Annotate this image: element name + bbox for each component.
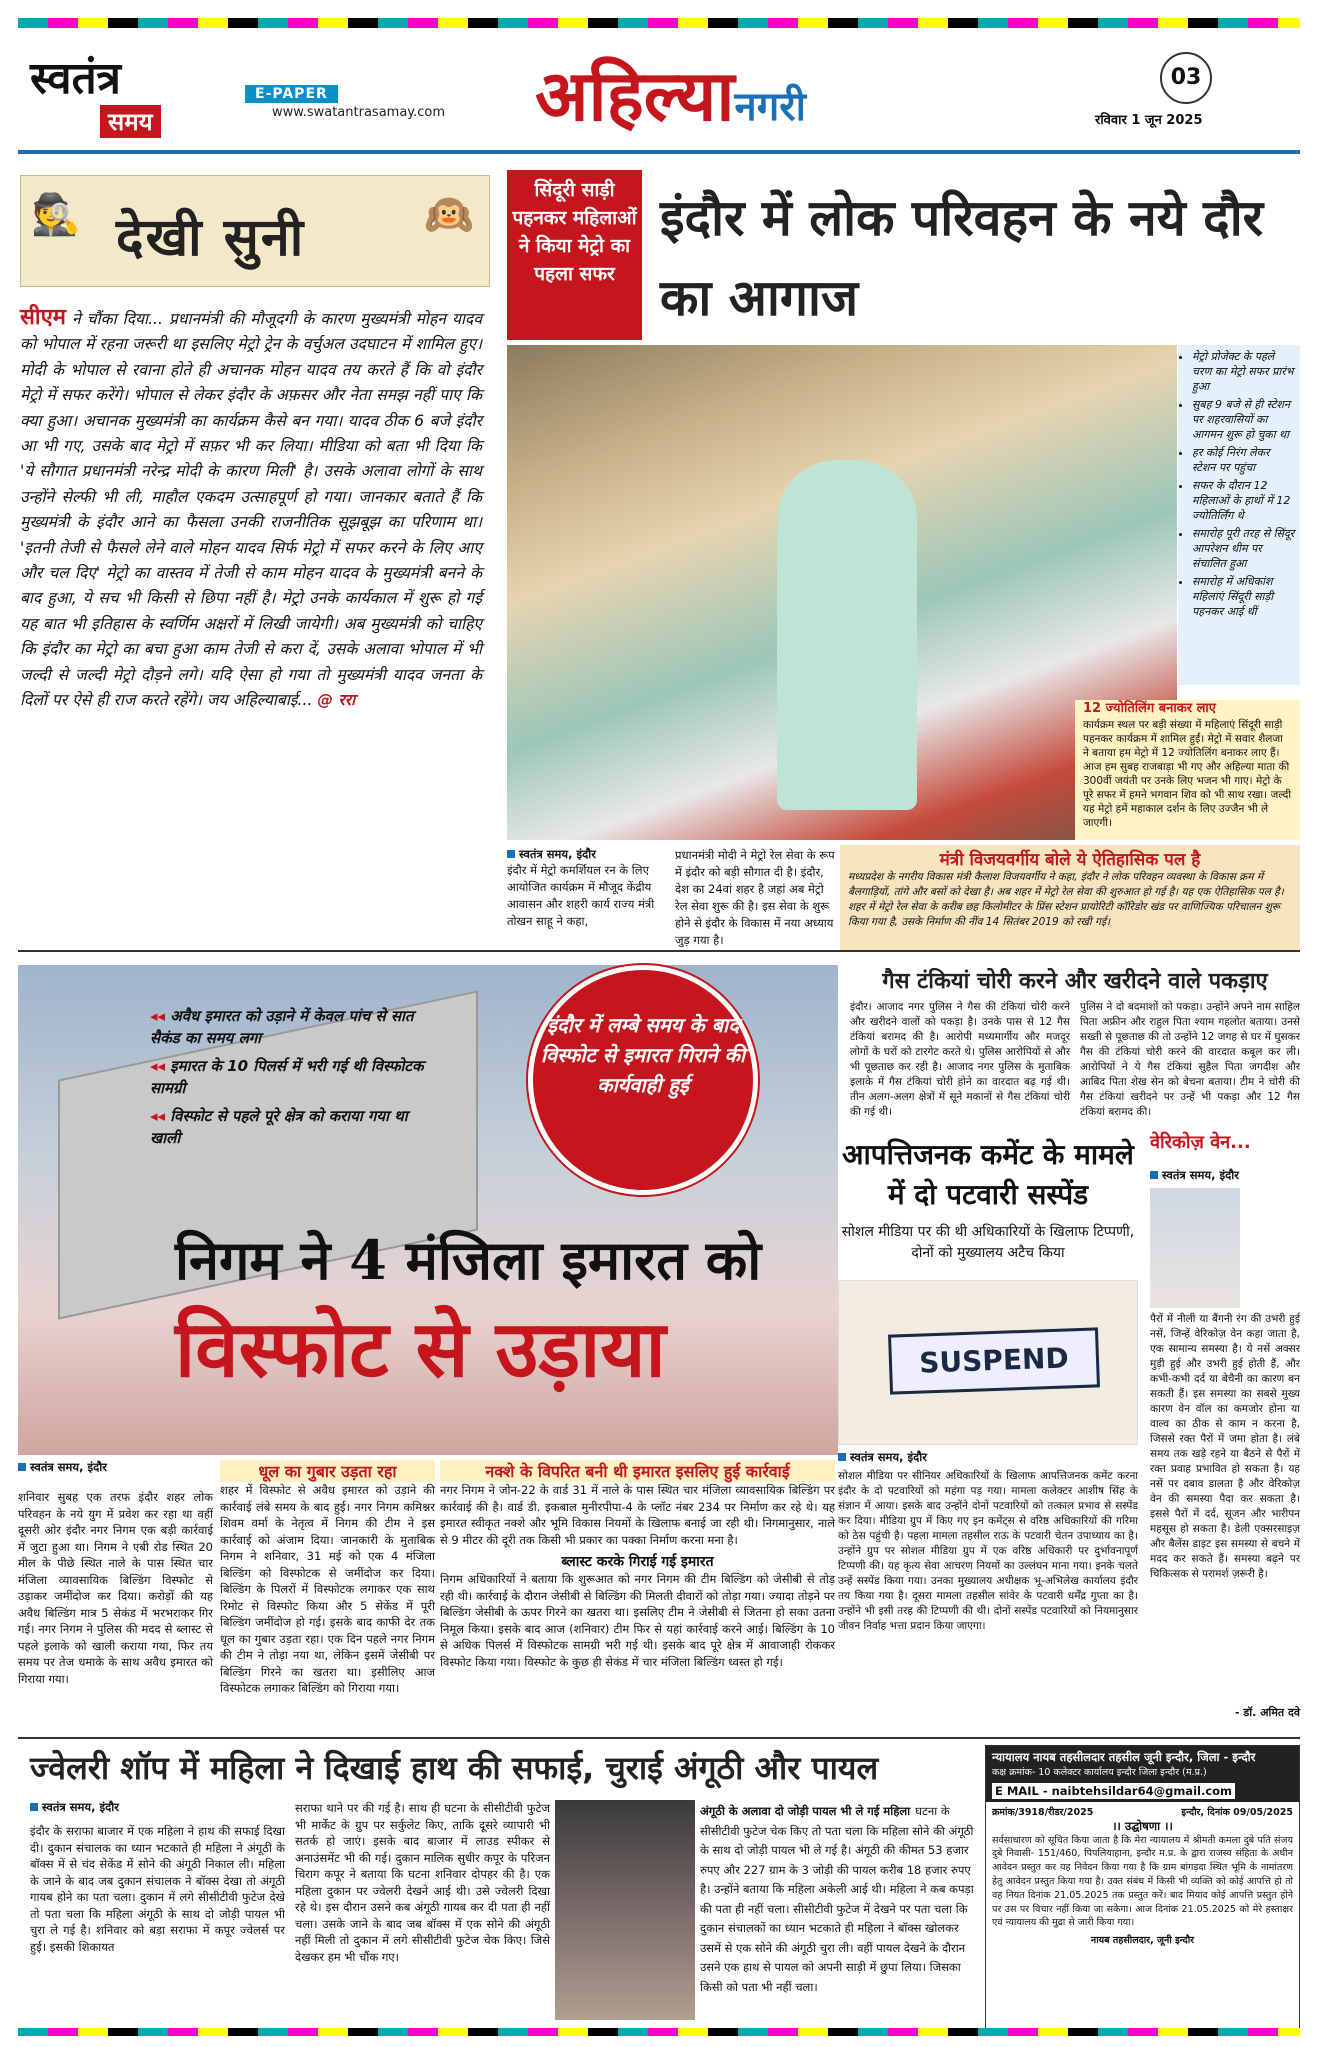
- dateline: रविवार 1 जून 2025: [1095, 113, 1203, 128]
- metro-col1-text: इंदौर में मेट्रो कमर्शियल रन के लिए आयोजित कार्यक्रम में मौजूद केंद्रीय आवासन और शहरी कार्य राज्य मंत्री तोखन साहू ने कहा,: [507, 863, 655, 928]
- metro-headline: इंदौर में लोक परिवहन के नये दौर का आगाज: [660, 188, 1264, 327]
- demolition-headline-2: विस्फोट से उड़ाया: [175, 1304, 666, 1395]
- court-title: ।। उद्घोषणा ।।: [1112, 1818, 1173, 1833]
- metro-bullet: • सुबह 9 बजे से ही स्टेशन पर शहरवासियों का आगमन शुरू हो चुका था: [1192, 397, 1296, 442]
- gas-headline: गैस टंकियां चोरी करने और खरीदने वाले पकड़ाए: [882, 969, 1268, 994]
- suspend-tag: SUSPEND: [888, 1327, 1100, 1394]
- metro-col1: [507, 847, 667, 930]
- color-strip-top: [18, 18, 1300, 28]
- court-notice: [985, 1745, 1300, 2035]
- court-header: [986, 1746, 1299, 1802]
- mantri-head: मंत्री विजयवर्गीय बोले ये ऐतिहासिक पल है: [939, 850, 1201, 870]
- cartoon-face-icon: 🙉: [424, 192, 474, 238]
- metro-bullet: • मेट्रो प्रोजेक्ट के पहले चरण का मेट्रो सफर प्रारंभ हुआ: [1192, 349, 1296, 394]
- color-strip-bottom: [18, 2028, 1300, 2036]
- demolition-headline-1: निगम ने 4 मंजिला इमारत को: [175, 1228, 762, 1292]
- website-link[interactable]: www.swatantrasamay.com: [272, 105, 446, 120]
- metro-bullets: [1178, 345, 1300, 685]
- title-main: अहिल्या: [535, 54, 735, 137]
- demolition-col3-text: नगर निगम ने जोन-22 के वार्ड 31 में नाले के पास स्थित चार मंजिला व्यावसायिक बिल्डिंग पर कार्रवाई की है। वार्ड डी. इकबाल मुनीरपीपा-4 के प्लॉट नंबर 234 पर निर्माण कर रहे थे। यह इमारत स्वीकृत नक्शे और भूमि विकास नियमों के खिलाफ बनाई जा रही थी। निगमानुसार, नाले से 9 मीटर की दूरी तक किसी भी प्रकार का पक्का निर्माण करना मना है।: [440, 1483, 835, 1547]
- section-divider: [18, 1737, 1300, 1739]
- column-lead: सीएम: [20, 305, 66, 330]
- jyotirling-body: कार्यक्रम स्थल पर बड़ी संख्या में महिलाएं सिंदूरी साड़ी पहनकर कार्यक्रम में शामिल हुईं। मेट्रो में सवार शैलजा ने बताया हम मेट्रो में 12 ज्योतिलिंग बनाकर लाए हैं। आज हम सुबह राजबाड़ा भी गए और अहिल्या माता की 300वीं जयंती पर उनके लिए भजन भी गाए। मेट्रो के पूरे सफर में हमने भगवान शिव को भी साथ रखा। जल्दी यह मेट्रो हमें महाकाल दर्शन के लिए उज्जैन भी ले जाएगी।: [1083, 719, 1292, 829]
- demolition-byline: [18, 1460, 213, 1475]
- demolition-col1: [18, 1460, 213, 1687]
- demolition-col2: [220, 1460, 435, 1697]
- jewelry-headline: ज्वेलरी शॉप में महिला ने दिखाई हाथ की सफाई, चुराई अंगूठी और पायल: [30, 1749, 879, 1787]
- court-signer: नायब तहसीलदार, जूनी इन्दौर: [1090, 1935, 1195, 1947]
- demolition-bullet: ◂◂ अवैध इमारत को उड़ाने में केवल पांच से सात सैकंड का समय लगा: [150, 1005, 440, 1049]
- patwari-byline: [838, 1450, 1138, 1465]
- doctor-photo: [1150, 1188, 1240, 1308]
- page-number: 03: [1160, 52, 1212, 104]
- metro-bullet: • समारोह में अधिकांश महिलाएं सिंदूरी साड़ी पहनकर आई थीं: [1192, 574, 1296, 619]
- vein-body: पैरों में नीली या बैंगनी रंग की उभरी हुई नसें, जिन्हें वेरिकोज़ वेन कहा जाता है, एक सामान्य समस्या है। ये नसें अक्सर मुड़ी हुई और उभरी हुई होती हैं, और कभी-कभी दर्द या बेचैनी का कारण बन सकती हैं। इस समस्या का सबसे मुख्य कारण वेन वॉल का कमजोर होना या वाल्व का ठीक से काम न करना है, जिससे रक्त पैरों में जमा होता है। लंबे समय तक खड़े रहने या बैठने से पैरों में रक्त प्रवाह प्रभावित हो सकता है। यह नसें पर दबाव डालता है और वेरिकोज़ वेन की समस्या पैदा कर सकता है। इससे पैरों में दर्द, सूजन और भारीपन महसूस हो सकता है। डेली एक्सरसाइज़ और बैलेंस डाइट इस समस्या से बचने में मदद कर सकते हैं। समस्या बढ़ने पर चिकित्सक से परामर्श ज़रूरी है।: [1150, 1313, 1300, 1580]
- jewelry-col3-head: अंगूठी के अलावा दो जोड़ी पायल भी ले गई महिला: [700, 1804, 911, 1818]
- gas-col1: इंदौर। आजाद नगर पुलिस ने गैस की टंकियां चोरी करने और खरीदने वालों को पकड़ा है। उनके पास से 12 गैस टंकियां बरामद की है। आरोपी मध्यमार्गीय और मजदूर लोगों के घरों को टारगेट करते थे। पुलिस आरोपियों से और भी पूछताछ कर रही है। आजाद नगर पुलिस के मुताबिक इलाके में गैस टंकियां चोरी होने का वारदात बढ़ गई थी। तीन अलग-अलग क्षेत्रों में सूने मकानों से गैस टंकियां चोरी की गई थी।: [850, 1001, 1070, 1118]
- epaper-badge: E-PAPER: [245, 85, 338, 103]
- demolition-sub3: ब्लास्ट करके गिराई गई इमारत: [561, 1554, 714, 1570]
- jyotirling-box: [1075, 700, 1300, 840]
- demolition-col2-text: शहर में विस्फोट से अवैध इमारत को उड़ाने की कार्रवाई लंबे समय के बाद हुई। नगर निगम कमिश्नर शिवम वर्मा के नेतृत्व में निगम की टीम ने इस कार्रवाई को अंजाम दिया। जानकारी के मुताबिक निगम ने शनिवार, 31 मई को एक 4 मंजिला बिल्डिंग को विस्फोटक से जमींदोज कर दिया। बिल्डिंग के पिलरों में विस्फोटक लगाकर एक साथ रिमोट से विस्फोट किया और 5 सेकेंड में पूरी बिल्डिंग जमींदोज हो गई। इसके बाद काफी देर तक धूल का गुबार उड़ता रहा। एक दिन पहले नगर निगम की टीम ने तोड़ा नया था, लेकिन इसमें जेसीबी पर बिल्डिंग गिरने का खतरा था। इसीलिए आज विस्फोटक लगाकर बिल्डिंग को गिराया गया।: [220, 1483, 435, 1695]
- suspend-image: [838, 1280, 1138, 1445]
- logo-line2: समय: [100, 105, 161, 138]
- byline-text: स्वतंत्र समय, इंदौर: [42, 1800, 119, 1814]
- jewelry-col3: [700, 1800, 980, 1995]
- jewelry-col1-text: इंदौर के सराफा बाजार में एक महिला ने हाथ की सफाई दिखा दी। दुकान संचालक का ध्यान भटकाते ही महिला ने अंगूठी के बॉक्स में से चंद सेकेंड में सोने की अंगूठी निकाल ली। महिला के जाने के बाद जब दुकान संचालक ने बॉक्स देखा तो अंगूठी गायब होने का पता चला। दुकान में लगे सीसीटीवी फुटेज देखे तो पता चला कि महिला अंगूठी के साथ दो जोड़ी पायल भी चुरा ले गई है। शनिवार को बड़ा सराफा में कपूर ज्वेलर्स पर हुई। इसकी शिकायत: [30, 1824, 285, 1954]
- byline-text: स्वतंत्र समय, इंदौर: [519, 847, 596, 861]
- demolition-circle: इंदौर में लम्बे समय के बाद विस्फोट से इमारत गिराने की कार्यवाही हुई: [528, 965, 758, 1195]
- title-sub: नगरी: [734, 83, 806, 130]
- column-title: देखी सुनी: [116, 207, 306, 268]
- column-banner: [20, 175, 490, 287]
- metro-byline: [507, 847, 667, 862]
- jewelry-col2: सराफा थाने पर की गई है। साथ ही घटना के सीसीटीवी फुटेज भी मार्केट के ग्रुप पर सर्कुलेट किए, ताकि दूसरे व्यापारी भी सतर्क हो जाएं। इसके बाद बाजार में लाउड स्पीकर से अनाउंसमेंट भी की गई। दुकान मालिक सुधीर कपूर के परिजन चिराग कपूर ने बताया कि घटना शनिवार दोपहर की है। एक महिला दुकान पर ज्वेलरी देखने आई थी। उसे ज्वेलरी दिखा रहे थे। इस दौरान उसने कब अंगूठी गायब कर दी पता ही नहीं चला। उसके जाने के बाद जब बॉक्स में एक सोने की अंगूठी नहीं मिली तो दुकान में लगे सीसीटीवी फुटेज चेक किए। जिसे देखकर हम भी चौंक गए।: [295, 1801, 550, 1964]
- gas-col2: पुलिस ने दो बदमाशों को पकड़ा। उन्होंने अपने नाम साहिल पिता अफ्रीन और राहुल पिता श्याम गहलोत बताया। उनसे सख्ती से पूछताछ की तो उन्होंने 12 जगह से घर में घुसकर गैस की टंकियां चोरी करने की वारदात कबूल कर ली। आरोपियों ने ये गैस टंकियां सुहैल पिता जगदीश और आबिद पिता शेख सेन को बेचना बताया। टीम ने चोरी की गैस टंकियां खरीदने पर उन्हें भी पकड़ा और 12 गैस टंकियां बरामद की।: [1080, 1001, 1300, 1118]
- court-body: [986, 1802, 1299, 1952]
- detective-icon: 🕵: [31, 192, 81, 238]
- metro-photo-figure: [777, 460, 917, 810]
- vein-byline: [1150, 1168, 1300, 1183]
- section-divider: [18, 950, 1300, 952]
- demolition-bullet: ◂◂ विस्फोट से पहले पूरे क्षेत्र को कराया गया था खाली: [150, 1105, 440, 1149]
- jyotirling-head: 12 ज्योतिलिंग बनाकर लाए: [1083, 701, 1216, 716]
- mantri-body: मध्यप्रदेश के नगरीय विकास मंत्री कैलाश विजयवर्गीय ने कहा, इंदौर ने लोक परिवहन व्यवस्था के विकास क्रम में बैलगाड़ियों, तांगे और बसों को देखा है। अब शहर में मेट्रो रेल सेवा की शुरुआत हो गई है। यह एक ऐतिहासिक पल है। शहर में मेट्रो रेल सेवा के करीब छह किलोमीटर के प्रिंस स्टेशन प्रायोरिटी कॉरिडोर खंड पर वाणिज्यिक परिचालन शुरू किया गया है, उसके निर्माण की नींव 14 सितंबर 2019 को रखी गई।: [848, 871, 1284, 928]
- masthead-rule: [18, 150, 1300, 154]
- court-body-text: सर्वसाधारण को सूचित किया जाता है कि मेरा न्यायालय में श्रीमती कमला दुबे पति संजय दुबे निवासी- 151/460, पिपलियाहाना, इन्दौर म.प्र. के द्वारा राजस्व संहिता के अधीन आवेदन प्रस्तुत कर यह निवेदन किया गया है कि ग्राम बांगड़दा स्थित भूमि के नामांतरण हेतु आवेदन प्रस्तुत किया गया है। उक्त संबंध में किसी भी व्यक्ति को कोई आपत्ति हो तो वह नियत दिनांक 21.05.2025 तक प्रस्तुत करें। बाद मियाद कोई आपत्ति प्रस्तुत होने पर उस पर विचार नहीं किया जा सकेगा। आज दिनांक 21.05.2025 को मेरे हस्ताक्षर एवं न्यायालय की मुद्रा से जारी किया गया।: [992, 1834, 1293, 1929]
- cctv-photo: [555, 1800, 695, 2020]
- vein-headline: वेरिकोज़ वेन...: [1150, 1132, 1251, 1153]
- demolition-sub2: नक्शे के विपरित बनी थी इमारत इसलिए हुई कार्रवाई: [440, 1460, 835, 1482]
- jewelry-col3-text: घटना के सीसीटीवी फुटेज चेक किए तो पता चला कि महिला सोने की अंगूठी के साथ दो जोड़ी पायल भी ले गई है। अंगूठी की कीमत 53 हजार रुपए और 227 ग्राम के 3 जोड़ी की पायल करीब 18 हजार रुपए है। उन्होंने बताया कि महिला अकेली आई थी। महिला ने कब कपड़ा की पता ही नहीं चला। सीसीटीवी फुटेज में देखने पर पता चला कि दुकान संचालकों का ध्यान भटकाते ही महिला ने बॉक्स खोलकर उसमें से एक सोने की अंगूठी चुरा ली। वहीं पायल देखने के दौरान उसने एक हाथ से पायल को अपनी साड़ी में छुपा लिया। जिसका किसी को पता भी नहीं चला।: [700, 1804, 974, 1994]
- patwari-body-text: सोशल मीडिया पर सीनियर अधिकारियों के खिलाफ आपत्तिजनक कमेंट करना इंदौर के दो पटवारियों को महंगा पड़ गया। मामला कलेक्टर आशीष सिंह के संज्ञान में आया। इसके बाद उन्होंने दोनों पटवारियों को तत्काल प्रभाव से सस्पेंड कर दिया। मीडिया ग्रुप में किए गए इन कमेंट्स से वरिष्ठ अधिकारियों की गरिमा को ठेस पहुंची है। पहला मामला तहसील राऊ के पटवारी चेतन उपाध्याय का है। उन्होंने ग्रुप पर सोशल मीडिया ग्रुप में एक वरिष्ठ अधिकारी पर दुर्भावनापूर्ण टिप्पणी की। यह कृत्य सेवा आचरण नियमों का उल्लंघन माना गया। इनके चलते उन्हें सस्पेंड किया गया। उनका मुख्यालय अधीक्षक भू-अभिलेख कार्यालय इंदौर तय किया गया है। दूसरा मामला तहसील सांवेर के पटवारी धर्मेंद्र गुप्ता का है। उन्होंने भी इसी तरह की टिप्पणी की थी। दोनों सस्पेंड पटवारियों को नियमानुसार जीवन निर्वाह भत्ता प्रदान किया जाएगा।: [838, 1470, 1138, 1632]
- logo-line1: स्वतंत्र: [30, 53, 121, 104]
- metro-bullet: • समारोह पूरी तरह से सिंदूर आपरेशन थीम पर संचालित हुआ: [1192, 526, 1296, 571]
- newspaper-logo: [30, 55, 205, 150]
- vein-author: - डॉ. अमित दवे: [1234, 1706, 1300, 1719]
- patwari-body: [838, 1450, 1138, 1634]
- patwari-headline: आपत्तिजनक कमेंट के मामले में दो पटवारी सस्पेंड: [842, 1138, 1134, 1211]
- court-head: न्यायालय नायब तहसीलदार तहसील जूनी इन्दौर, जिला - इन्दौर: [992, 1750, 1256, 1764]
- column-signature: @ ररा: [317, 691, 356, 710]
- court-address: कक्ष क्रमांक- 10 कलेक्टर कार्यालय इन्दौर जिला इन्दौर (म.प्र.): [992, 1767, 1207, 1778]
- patwari-subhead: सोशल मीडिया पर की थी अधिकारियों के खिलाफ टिप्पणी, दोनों को मुख्यालय अटैच किया: [841, 1224, 1135, 1261]
- demolition-sub1: धूल का गुबार उड़ता रहा: [220, 1460, 435, 1482]
- byline-text: स्वतंत्र समय, इंदौर: [30, 1460, 107, 1474]
- mantri-box: [840, 845, 1300, 950]
- jewelry-byline: [30, 1800, 285, 1815]
- court-email: E MAIL - naibtehsildar64@gmail.com: [992, 1783, 1235, 1799]
- column-article: [20, 305, 482, 945]
- demolition-bullets: [150, 1005, 440, 1155]
- column-body: ने चौंका दिया... प्रधानमंत्री की मौजूदगी के कारण मुख्यमंत्री मोहन यादव को भोपाल में रहना जरूरी था इसलिए मेट्रो ट्रेन के वर्चुअल उदघाटन में शामिल हुए। मोदी के भोपाल से रवाना होते ही अचानक मोहन यादव तय करते हैं कि वो इंदौर मेट्रो में सफर करेंगे। भोपाल से लेकर इंदौर के अफ़सर और नेता समझ नहीं पाए कि क्या हुआ। अचानक मुख्यमंत्री का कार्यक्रम कैसे बन गया। यादव ठीक 6 बजे इंदौर आ भी गए, उसके बाद मेट्रो में सफ़र भी कर लिया। मीडिया को बता भी दिया कि 'ये सौगात प्रधानमंत्री नरेन्द्र मोदी के कारण मिली' है। उसके अलावा लोगों के साथ उन्होंने सेल्फी भी ली, माहौल एकदम उत्साहपूर्ण हो गया। जानकार बताते हैं कि मुख्यमंत्री के इंदौर आने का फैसला उनकी राजनीतिक सूझबूझ का परिणाम था। 'इतनी तेजी से फैसले लेने वाले मोहन यादव सिर्फ मेट्रो में सफर करने के लिए आए और चल दिए' मेट्रो का वास्तव में तेजी से काम मोहन यादव के मुख्यमंत्री बनने के बाद हुआ, ये सच भी किसी से छिपा नहीं है। मेट्रो उनके कार्यकाल में शुरू हो गई यह बात भी इतिहास के स्वर्णिम अक्षरों में लिखी जायेगी। अब मुख्यमंत्री को चाहिए कि इंदौर का मेट्रो का बचा हुआ काम तेजी से करा दें, उसके अलावा भोपाल में भी जल्दी से जल्दी मेट्रो दौड़ने लगे। यदि ऐसा हो गया तो मुख्यमंत्री यादव जनता के दिलों पर ऐसे ही राज करते रहेंगे। जय अहिल्याबाई...: [20, 310, 482, 710]
- byline-text: स्वतंत्र समय, इंदौर: [850, 1450, 927, 1464]
- demolition-col1-text: शनिवार सुबह एक तरफ इंदौर शहर लोक परिवहन के नये युग में प्रवेश कर रहा था वहीं दूसरी ओर इंदौर नगर निगम एक बड़ी कार्रवाई में जुटा हुआ था। निगम ने एबी रोड स्थित 20 मील के पीछे स्थित नाले के पास स्थित चार मंजिला व्यावसायिक बिल्डिंग विस्फोट से उड़ाकर जमींदोज कर दिया। करोड़ों की यह अवैध बिल्डिंग मात्र 5 सेकंड में भरभराकर गिर गई। नगर निगम ने पुलिस की मदद से ब्लास्ट से पहले इलाके को खाली कराया गया, फिर तय समय पर तेज धमाके के साथ अवैध इमारत को गिराया गया।: [18, 1490, 213, 1686]
- metro-bullet: • हर कोई निरंग लेकर स्टेशन पर पहुंचा: [1192, 445, 1296, 475]
- demolition-col4-text: निगम अधिकारियों ने बताया कि शुरूआत को नगर निगम की टीम बिल्डिंग को जेसीबी से तोड़ रही थी। कार्रवाई के दौरान जेसीबी से बिल्डिंग की मिलती दीवारों को तोड़ा गया। ज्यादा तोड़ने पर बिल्डिंग जेसीबी के ऊपर गिरने का खतरा था। इसलिए टीम ने जेसीबी से जितना हो सका उतना निमूल किया। इसके बाद आज (शनिवार) टीम फिर से यहां कार्रवाई करने आई। बिल्डिंग के 10 से अधिक पिलर्स में विस्फोटक सामग्री भरी गई थी। इसके बाद पूरे क्षेत्र में आवाजाही रोककर विस्फोट किया गया। विस्फोट के कुछ ही सेकंड में चार मंजिला बिल्डिंग ध्वस्त हो गई।: [440, 1572, 835, 1669]
- metro-col2: प्रधानमंत्री मोदी ने मेट्रो रेल सेवा के रूप में इंदौर को बड़ी सौगात दी है। इंदौर, देश का 24वां शहर है जहां अब मेट्रो रेल सेवा शुरू की है। इस सेवा के शुरू होने से इंदौर के विकास में नया अध्याय जुड़ गया है।: [675, 848, 835, 947]
- jewelry-col1: [30, 1800, 285, 1955]
- metro-bullet: • सफर के दौरान 12 महिलाओं के हाथों में 12 ज्योतिर्लिंग थे: [1192, 478, 1296, 523]
- court-date: इन्दौर, दिनांक 09/05/2025: [1181, 1807, 1293, 1818]
- page-title: [535, 55, 806, 148]
- demolition-col3: [440, 1460, 835, 1670]
- demolition-bullet: ◂◂ इमारत के 10 पिलर्स में भरी गई थी विस्फोटक सामग्री: [150, 1055, 440, 1099]
- metro-redbox: सिंदूरी साड़ी पहनकर महिलाओं ने किया मेट्रो का पहला सफर: [507, 170, 642, 340]
- court-ref: क्रमांक/3918/रीडर/2025: [992, 1807, 1094, 1818]
- byline-text: स्वतंत्र समय, इंदौर: [1162, 1168, 1239, 1182]
